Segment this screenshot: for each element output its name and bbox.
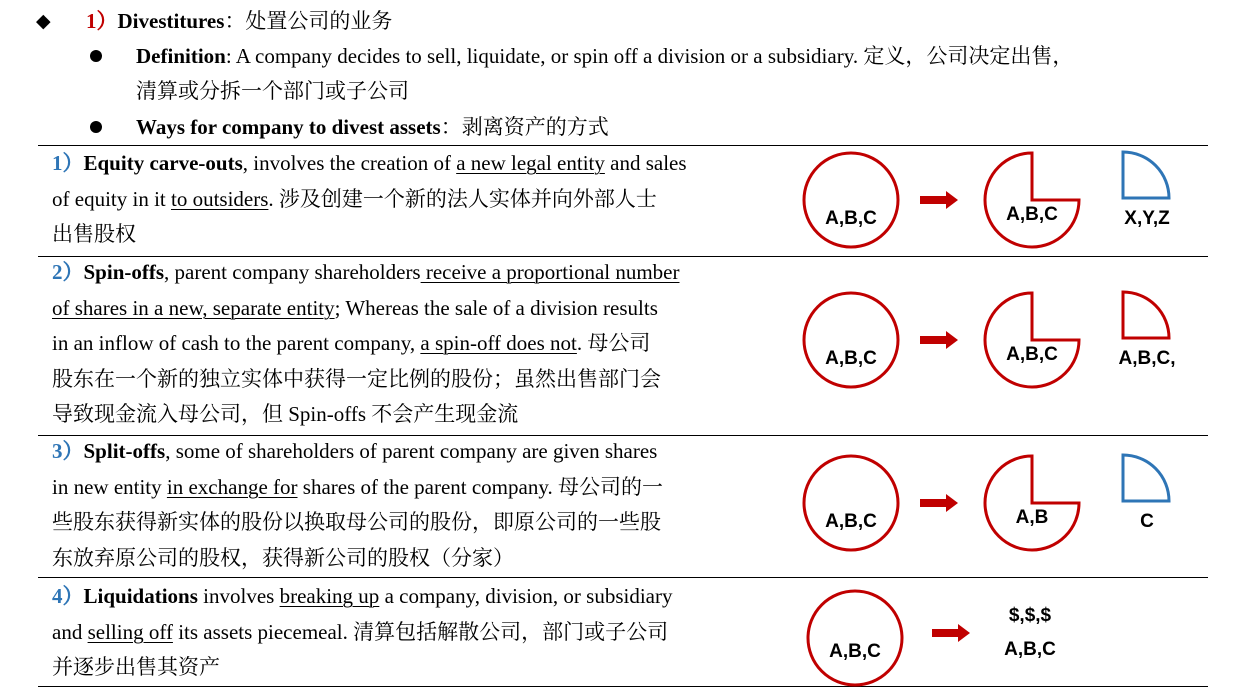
parent-company-circle xyxy=(804,456,898,550)
diamond-bullet: ◆ xyxy=(36,10,51,32)
liquidations-title: Liquidations xyxy=(83,584,198,608)
body-text: , involves the creation of xyxy=(242,151,457,175)
new-entity-slice xyxy=(1123,152,1169,198)
divider xyxy=(38,435,1208,436)
divider xyxy=(38,577,1208,578)
liquidations-line-2 xyxy=(52,619,668,645)
spin-offs-line-3 xyxy=(52,330,650,356)
equity-carve-outs-title: Equity carve-outs xyxy=(83,151,243,175)
definition-text-2: 清算或分拆一个部门或子公司 xyxy=(136,79,409,103)
definition-label: Definition xyxy=(136,44,226,68)
ways-line xyxy=(136,114,609,140)
body-text: of equity in it xyxy=(52,186,171,211)
ways-label: Ways for company to divest assets xyxy=(136,115,441,139)
spin-offs-line-4 xyxy=(52,366,661,392)
parent-company-circle xyxy=(804,293,898,387)
underlined-term: to outsiders xyxy=(171,186,269,211)
equity-carve-outs-line-2 xyxy=(52,186,657,212)
body-text: involves xyxy=(197,584,280,608)
body-text: its assets piecemeal. 清算包括解散公司，部门或子公司 xyxy=(172,619,669,644)
remaining-shareholders-label: A,B,C xyxy=(1006,344,1058,365)
remaining-parent-shape xyxy=(985,293,1079,387)
liquidations-number: 4） xyxy=(52,584,84,608)
arrow-icon xyxy=(920,331,958,349)
spin-off-diagram xyxy=(790,287,1210,400)
body-text: , parent company shareholders xyxy=(164,260,421,284)
arrow-icon xyxy=(920,494,958,512)
underlined-term: a spin-off does not xyxy=(420,331,577,355)
liquidations-line-3 xyxy=(52,654,220,680)
new-entity-shareholders-label: X,Y,Z xyxy=(1124,208,1170,229)
split-offs-number: 3） xyxy=(52,439,84,463)
arrow-icon xyxy=(932,624,970,642)
new-entity-slice xyxy=(1123,455,1169,501)
split-offs-line-3 xyxy=(52,509,661,535)
underlined-term: selling off xyxy=(87,619,173,644)
divider xyxy=(38,145,1208,146)
underlined-term: breaking up xyxy=(279,584,380,608)
definition-line-1 xyxy=(136,43,1073,69)
body-text: . 涉及创建一个新的法人实体并向外部人士 xyxy=(268,186,657,211)
spin-offs-line-2 xyxy=(52,295,658,321)
company-shareholders-label: A,B,C xyxy=(829,641,881,662)
cash-proceeds-label: $,$,$ xyxy=(1008,605,1052,626)
parent-shareholders-label: A,B,C xyxy=(825,511,877,532)
body-text: and xyxy=(52,619,88,644)
split-offs-title: Split-offs xyxy=(83,439,166,463)
parent-shareholders-label: A,B,C xyxy=(825,348,877,369)
arrow-icon xyxy=(920,191,958,209)
liquidations-line-1 xyxy=(52,583,673,609)
parent-company-circle xyxy=(804,153,898,247)
body-text: ; Whereas the sale of a division results xyxy=(334,295,658,320)
carve-out-diagram xyxy=(790,147,1210,260)
split-offs-line-1 xyxy=(52,438,657,464)
body-text: shares of the parent company. 母公司的一 xyxy=(297,474,663,499)
new-entity-shareholders-label: C xyxy=(1140,511,1154,532)
heading-number: 1） xyxy=(86,9,118,33)
liquidation-diagram xyxy=(790,580,1210,693)
equity-carve-outs-line-1 xyxy=(52,150,687,176)
ways-suffix: ：剥离资产的方式 xyxy=(440,115,609,139)
proceeds-recipients-label: A,B,C xyxy=(1004,639,1056,660)
body-text: , some of shareholders of parent company are given shares xyxy=(165,439,658,463)
remaining-parent-shape xyxy=(985,456,1079,550)
heading xyxy=(86,8,392,34)
new-entity-shareholders-label: A,B,C, xyxy=(1118,348,1176,369)
definition-line-2 xyxy=(136,78,409,104)
underlined-term: receive a proportional number xyxy=(420,260,680,284)
spin-offs-line-1 xyxy=(52,259,680,285)
underlined-term: of shares in a new, separate entity xyxy=(52,295,335,320)
remaining-parent-shape xyxy=(985,153,1079,247)
new-entity-slice xyxy=(1123,292,1169,338)
ways-bullet xyxy=(90,121,102,133)
heading-title: Divestitures xyxy=(117,9,225,33)
spin-offs-title: Spin-offs xyxy=(83,260,165,284)
body-text: 些股东获得新实体的股份以换取母公司的股份，即原公司的一些股 xyxy=(52,510,661,534)
body-text: . 母公司 xyxy=(576,331,651,355)
parent-shareholders-label: A,B,C xyxy=(825,208,877,229)
underlined-term: in exchange for xyxy=(166,474,298,499)
definition-bullet xyxy=(90,50,102,62)
remaining-shareholders-label: A,B xyxy=(1015,507,1049,528)
body-text: a company, division, or subsidiary xyxy=(379,584,673,608)
heading-suffix: ：处置公司的业务 xyxy=(224,9,393,33)
body-text: and sales xyxy=(604,151,687,175)
equity-carve-outs-line-3 xyxy=(52,221,136,247)
split-offs-line-2 xyxy=(52,474,663,500)
spin-offs-number: 2） xyxy=(52,260,84,284)
company-circle xyxy=(808,591,902,685)
body-text: in new entity xyxy=(52,474,167,499)
body-text: 并逐步出售其资产 xyxy=(52,655,220,679)
spin-offs-line-5 xyxy=(52,401,518,427)
remaining-shareholders-label: A,B,C xyxy=(1006,204,1058,225)
equity-carve-outs-number: 1） xyxy=(52,151,84,175)
definition-text-1: : A company decides to sell, liquidate, or spin off a division or a subsidiary. 定义，公司决定出售， xyxy=(225,44,1074,68)
body-text: in an inflow of cash to the parent company, xyxy=(52,331,421,355)
split-offs-line-4 xyxy=(52,545,514,571)
body-text: 东放弃原公司的股权，获得新公司的股权（分家） xyxy=(52,545,514,570)
split-off-diagram xyxy=(790,450,1210,563)
body-text: 导致现金流入母公司，但 Spin-offs 不会产生现金流 xyxy=(52,402,519,426)
underlined-term: a new legal entity xyxy=(456,151,605,175)
body-text: 出售股权 xyxy=(52,222,136,246)
body-text: 股东在一个新的独立实体中获得一定比例的股份；虽然出售部门会 xyxy=(52,366,661,391)
